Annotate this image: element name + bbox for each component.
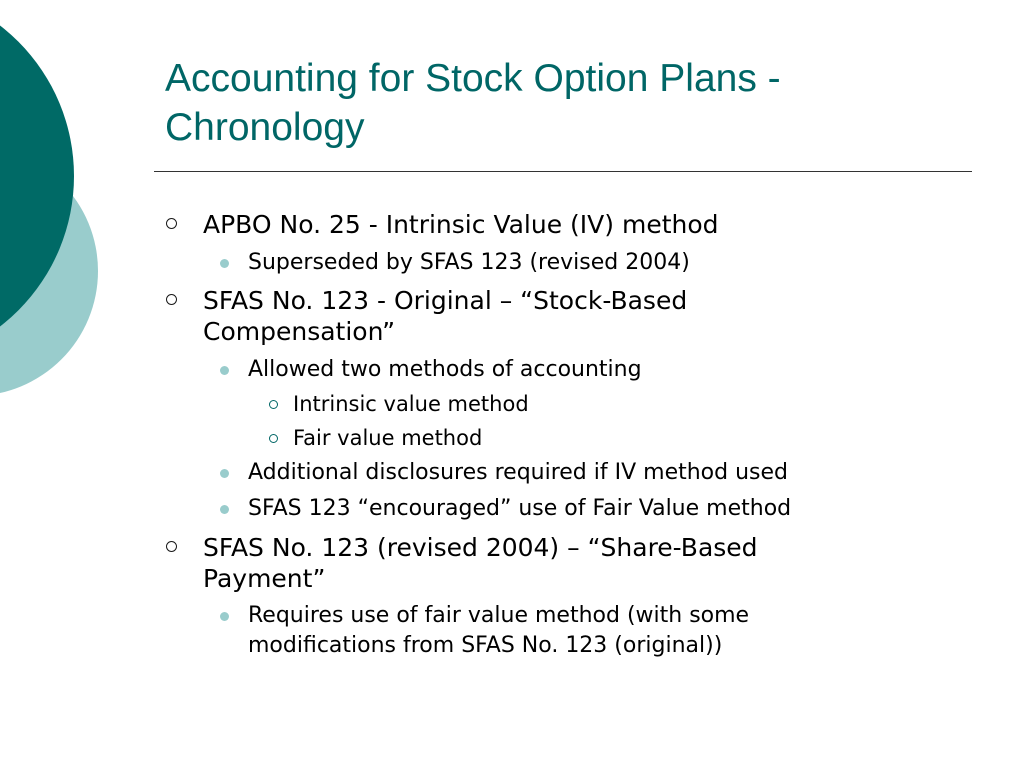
- bullet-text-line-1: Requires use of fair value method (with some: [248, 603, 750, 628]
- bullet-superseded: [248, 248, 690, 278]
- bullet-fair-value: [293, 423, 482, 453]
- bullet-intrinsic-value: [293, 389, 529, 419]
- bullet-text: APBO No. 25 - Intrinsic Value (IV) method: [203, 210, 719, 239]
- bullet-text: Additional disclosures required if IV method used: [248, 460, 789, 485]
- bullet-apbo-25: [203, 209, 719, 240]
- bullet-additional-disclosures: [248, 458, 788, 488]
- hollow-circle-bullet-icon: [166, 541, 177, 552]
- dot-bullet-icon: [220, 505, 229, 514]
- bullet-text-line-2: Payment”: [203, 564, 326, 593]
- bullet-sfas-123-original: [203, 285, 687, 347]
- bullet-text: Intrinsic value method: [293, 392, 529, 416]
- bullet-text: Superseded by SFAS 123 (revised 2004): [248, 250, 690, 275]
- dot-bullet-icon: [220, 612, 229, 621]
- hollow-circle-bullet-icon: [166, 294, 177, 305]
- bullet-text-line-2: modifications from SFAS No. 123 (original)): [248, 633, 723, 658]
- bullet-text: Allowed two methods of accounting: [248, 357, 642, 382]
- dot-bullet-icon: [220, 366, 229, 375]
- dot-bullet-icon: [220, 259, 229, 268]
- small-hollow-circle-bullet-icon: [269, 400, 278, 409]
- bullet-text-line-1: SFAS No. 123 (revised 2004) – “Share-Based: [203, 533, 758, 562]
- bullet-requires-fair-value: [248, 601, 749, 661]
- bullet-two-methods: [248, 355, 642, 385]
- small-hollow-circle-bullet-icon: [269, 434, 278, 443]
- title-line-2: Chronology: [165, 106, 365, 149]
- bullet-text: Fair value method: [293, 426, 483, 450]
- bullet-encouraged: [248, 494, 791, 524]
- bullet-sfas-123-revised: [203, 532, 758, 594]
- dot-bullet-icon: [220, 469, 229, 478]
- hollow-circle-bullet-icon: [166, 218, 177, 229]
- bullet-text: SFAS 123 “encouraged” use of Fair Value method: [248, 496, 792, 521]
- bullet-text-line-1: SFAS No. 123 - Original – “Stock-Based: [203, 286, 688, 315]
- bullet-text-line-2: Compensation”: [203, 317, 396, 346]
- title-line-1: Accounting for Stock Option Plans -: [165, 57, 781, 100]
